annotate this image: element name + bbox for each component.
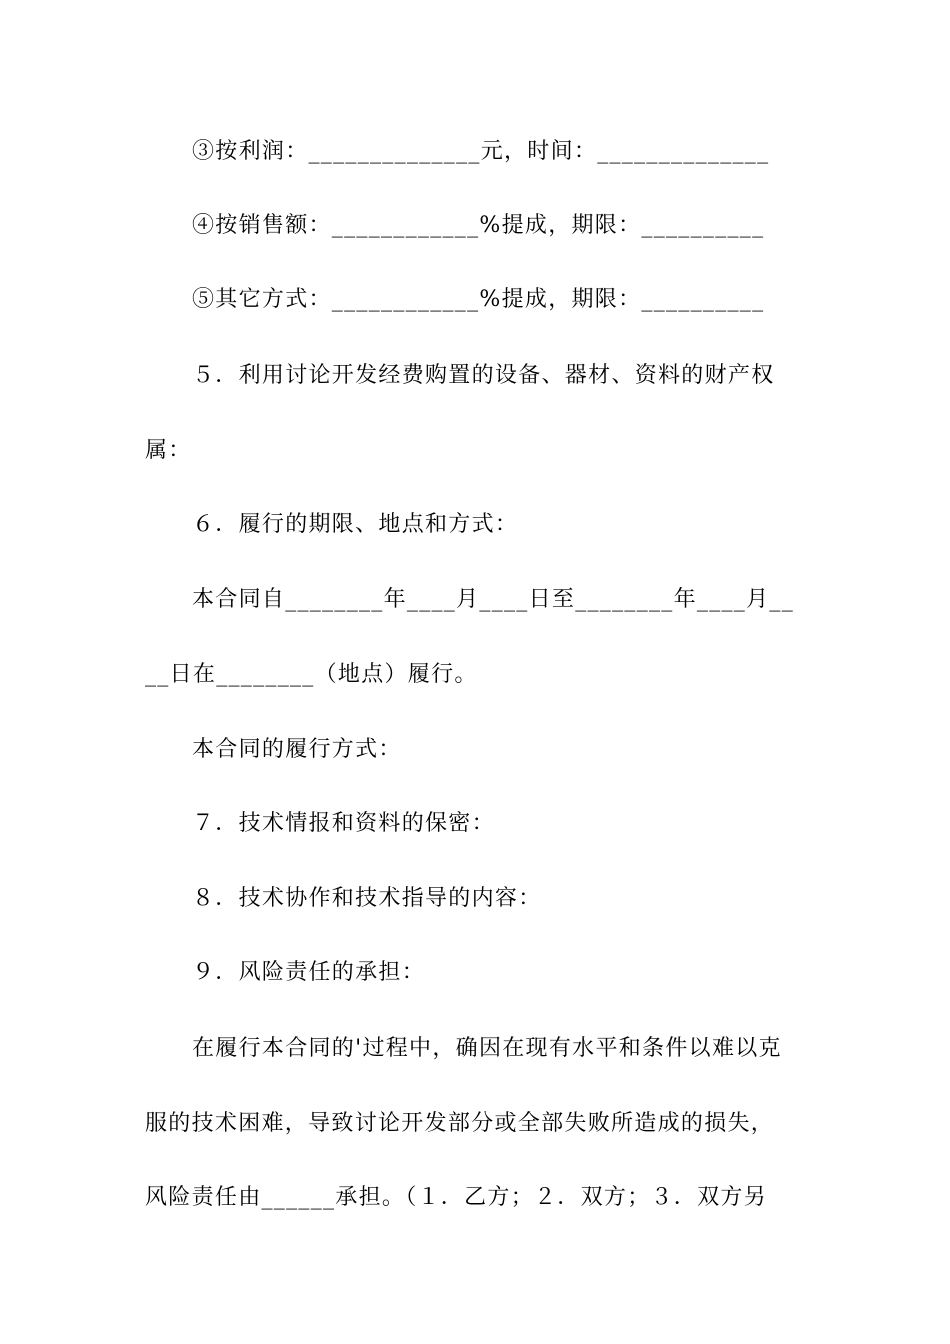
section-8-heading: ８．技术协作和技术指导的内容： [192,886,542,911]
section-7-heading: ７．技术情报和资料的保密： [192,811,495,836]
performance-place-line: __日在________（地点）履行。 [145,662,478,687]
section-9-heading: ９．风险责任的承担： [192,960,426,985]
section-6-heading: ６．履行的期限、地点和方式： [192,512,519,537]
risk-paragraph-line-3: 风险责任由______承担。（１．乙方；２．双方；３．双方另 [145,1185,768,1210]
clause-sales-line: ④按销售额：____________%提成，期限：__________ [192,213,765,238]
risk-paragraph-line-2: 服的技术困难，导致讨论开发部分或全部失败所造成的损失， [145,1111,775,1136]
section-5-heading: ５．利用讨论开发经费购置的设备、器材、资料的财产权 [192,363,775,388]
section-5-continuation: 属： [145,438,192,463]
clause-other-method-line: ⑤其它方式：____________%提成，期限：__________ [192,287,765,312]
performance-period-line: 本合同自________年____月____日至________年____月__ [192,587,795,612]
performance-method-line: 本合同的履行方式： [192,737,402,762]
risk-paragraph-line-1: 在履行本合同的'过程中，确因在现有水平和条件以难以克 [192,1036,782,1061]
clause-profit-line: ③按利润：______________元，时间：______________ [192,139,770,164]
